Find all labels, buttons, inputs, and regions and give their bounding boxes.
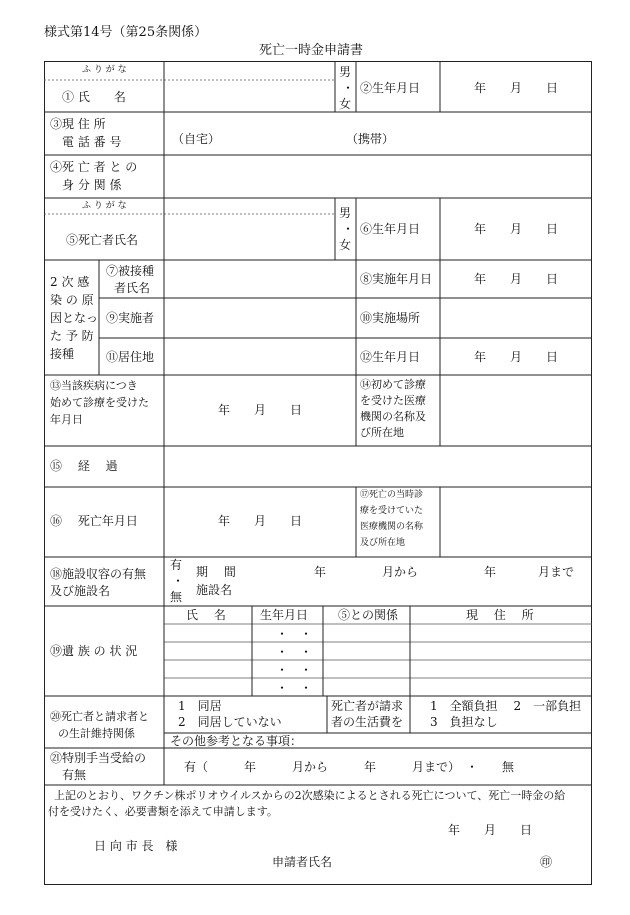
facility-no: 無 bbox=[170, 590, 183, 604]
family-col-address: 現 住 所 bbox=[466, 608, 534, 622]
cohabit-option-2[interactable]: 2 同居していない bbox=[178, 715, 282, 729]
family-dob-3[interactable]: ・ ・ bbox=[276, 663, 313, 677]
cause-side-label-3: 因となっ bbox=[50, 311, 99, 325]
first-visit-label-3: 年月日 bbox=[50, 413, 83, 426]
statement-line-2: 付を受けたく、必要書類を添えて申請します。 bbox=[48, 805, 278, 818]
first-clinic-label-4: び所在地 bbox=[360, 426, 404, 439]
application-date[interactable]: 年 月 日 bbox=[448, 823, 533, 837]
first-visit-date[interactable]: 年 月 日 bbox=[218, 403, 303, 417]
applicant-name-label: 申請者氏名 bbox=[272, 855, 333, 869]
sex-male: 男 bbox=[339, 65, 352, 79]
vaccinee-dob-value[interactable]: 年 月 日 bbox=[474, 350, 559, 364]
cause-side-label-5: 接種 bbox=[50, 347, 75, 361]
family-col-name: 氏 名 bbox=[186, 608, 226, 622]
seal-mark: ㊞ bbox=[540, 855, 553, 869]
statement-line-1: 上記のとおり、ワクチン株ポリオウイルスからの2次感染によるとされる死亡について、死亡一時金の給 bbox=[54, 789, 566, 802]
address-label: ③現 住 所 bbox=[50, 117, 106, 131]
first-visit-label-2: 始めて診療を受けた bbox=[50, 396, 149, 409]
vaccinee-dob-label: ⑫生年月日 bbox=[360, 350, 421, 364]
vaccination-place-label: ⑩実施場所 bbox=[360, 311, 421, 325]
death-clinic-label-2: 療を受けていた bbox=[360, 506, 424, 516]
family-status-label: ⑲遺 族 の 状 況 bbox=[50, 644, 138, 658]
deceased-dob-value[interactable]: 年 月 日 bbox=[474, 222, 559, 236]
name-label: ① 氏 名 bbox=[62, 90, 126, 104]
special-allowance-value[interactable]: 有（ 年 月から 年 月まで） ・ 無 bbox=[184, 760, 515, 774]
first-clinic-label-1: ⑭初めて診療 bbox=[360, 378, 426, 391]
death-date-label: ⑯ 死亡年月日 bbox=[50, 514, 138, 528]
living-cost-question-2: 者の生活費を bbox=[331, 715, 404, 729]
home-phone[interactable]: （自宅） bbox=[172, 132, 221, 146]
vaccinee-label-2: 者氏名 bbox=[114, 281, 151, 295]
cohabit-option-1[interactable]: 1 同居 bbox=[178, 699, 222, 713]
cause-side-label-2: 染 の 原 bbox=[50, 293, 94, 307]
facility-sep: ・ bbox=[172, 574, 185, 588]
residence-label: ⑪居住地 bbox=[106, 350, 155, 364]
addressee: 日 向 市 長 様 bbox=[94, 839, 178, 853]
first-clinic-label-3: 機関の名称及 bbox=[360, 410, 426, 423]
death-clinic-label-4: 及び所在地 bbox=[360, 538, 406, 548]
burden-options-2[interactable]: 3 負担なし bbox=[430, 715, 498, 729]
special-allowance-label-2: 有無 bbox=[62, 768, 87, 782]
vaccinee-label-1: ⑦被接種 bbox=[106, 264, 155, 278]
deceased-dob-label: ⑥生年月日 bbox=[360, 222, 421, 236]
deceased-furigana-label: ふ り が な bbox=[82, 201, 127, 211]
family-dob-4[interactable]: ・ ・ bbox=[276, 681, 313, 695]
furigana-label: ふ り が な bbox=[82, 65, 127, 75]
period-until: 月まで bbox=[538, 565, 575, 579]
vaccination-date-value[interactable]: 年 月 日 bbox=[474, 272, 559, 286]
form-number: 様式第14号（第25条関係） bbox=[44, 25, 208, 40]
living-cost-question-1: 死亡者が請求 bbox=[331, 699, 404, 713]
family-col-dob: 生年月日 bbox=[260, 608, 309, 622]
death-clinic-label-3: 医療機関の名称 bbox=[360, 522, 424, 532]
deceased-sex-sep: ・ bbox=[342, 222, 355, 236]
period-year: 年 bbox=[314, 565, 327, 579]
deceased-sex-female: 女 bbox=[339, 238, 352, 252]
family-col-relation: ⑤との関係 bbox=[338, 608, 399, 622]
period-from: 月から bbox=[382, 565, 419, 579]
facility-yes: 有 bbox=[170, 558, 183, 572]
death-clinic-label-1: ⑰死亡の当時診 bbox=[360, 490, 424, 500]
progress-label: ⑮ 経 過 bbox=[50, 459, 118, 473]
dob-label: ②生年月日 bbox=[360, 81, 421, 95]
facility-label-1: ⑱施設収容の有無 bbox=[50, 567, 147, 581]
deceased-name-label: ⑤死亡者氏名 bbox=[66, 233, 139, 247]
special-allowance-label-1: ㉑特別手当受給の bbox=[50, 751, 147, 765]
sex-sep: ・ bbox=[342, 81, 355, 95]
relationship-label: ④死 亡 者 と の bbox=[50, 160, 138, 174]
death-date-value[interactable]: 年 月 日 bbox=[218, 514, 303, 528]
livelihood-label-2: の生計維持関係 bbox=[58, 727, 135, 740]
deceased-sex-male: 男 bbox=[339, 206, 352, 220]
cause-side-label-4: た 予 防 bbox=[50, 329, 94, 343]
facility-label-2: 及び施設名 bbox=[50, 584, 111, 598]
first-visit-label-1: ⑬当該疾病につき bbox=[50, 379, 138, 392]
facility-name-label: 施設名 bbox=[196, 583, 233, 597]
sex-female: 女 bbox=[339, 97, 352, 111]
period-year-2: 年 bbox=[484, 565, 497, 579]
first-clinic-label-2: を受けた医療 bbox=[360, 394, 426, 407]
provider-label: ⑨実施者 bbox=[106, 311, 155, 325]
livelihood-label-1: ⑳死亡者と請求者と bbox=[50, 710, 149, 723]
family-dob-2[interactable]: ・ ・ bbox=[276, 645, 313, 659]
form-title: 死亡一時金申請書 bbox=[259, 43, 364, 58]
mobile-phone[interactable]: （携帯） bbox=[346, 132, 395, 146]
period-label: 期 間 bbox=[196, 565, 236, 579]
cause-side-label-1: 2 次 感 bbox=[50, 275, 90, 289]
dob-value[interactable]: 年 月 日 bbox=[474, 81, 559, 95]
burden-options-1[interactable]: 1 全額負担 2 一部負担 bbox=[430, 699, 582, 713]
vaccination-date-label: ⑧実施年月日 bbox=[360, 272, 433, 286]
phone-label: 電 話 番 号 bbox=[62, 135, 122, 149]
family-dob-1[interactable]: ・ ・ bbox=[276, 627, 313, 641]
other-notes-label: その他参考となる事項： bbox=[170, 734, 303, 748]
relationship-label-2: 身 分 関 係 bbox=[62, 178, 122, 192]
